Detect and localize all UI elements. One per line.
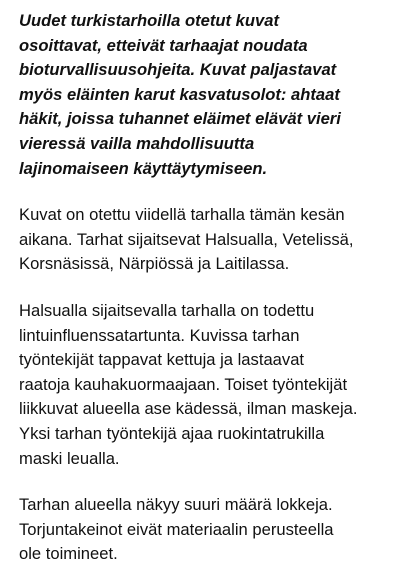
lead-line: vieressä vailla mahdollisuutta — [19, 133, 255, 153]
paragraph-line: Halsualla sijaitsevalla tarhalla on todettu — [19, 300, 315, 320]
lead-line: osoittavat, etteivät tarhaajat noudata — [19, 35, 308, 55]
article-paragraph — [19, 299, 401, 471]
paragraph-line: työntekijät tappavat kettuja ja lastaavat — [19, 350, 305, 370]
paragraph-line: liikkuvat alueella ase kädessä, ilman maskeja. — [19, 399, 358, 419]
paragraph-line: aikana. Tarhat sijaitsevat Halsualla, Vetelissä, — [19, 229, 354, 249]
paragraph-line: Torjuntakeinot eivät materiaalin perusteella — [19, 519, 334, 539]
article-paragraph — [19, 493, 401, 567]
paragraph-line: maski leualla. — [19, 448, 120, 468]
paragraph-line: Tarhan alueella näkyy suuri määrä lokkeja. — [19, 495, 333, 515]
paragraph-line: Kuvat on otettu viidellä tarhalla tämän kesän — [19, 205, 345, 225]
paragraph-line: lintuinfluenssatartunta. Kuvissa tarhan — [19, 325, 300, 345]
lead-line: Uudet turkistarhoilla otetut kuvat — [19, 11, 279, 30]
paragraph-line: raatoja kauhakuormaajaan. Toiset työntekijät — [19, 374, 348, 394]
article-paragraph — [19, 203, 401, 277]
paragraph-line: ole toimineet. — [19, 544, 118, 564]
paragraph-line: Yksi tarhan työntekijä ajaa ruokintatrukilla — [19, 423, 325, 443]
paragraph-line: Korsnäsissä, Närpiössä ja Laitilassa. — [19, 254, 290, 274]
article-body — [19, 0, 401, 567]
article-lead — [19, 9, 401, 181]
lead-line: myös eläinten karut kasvatusolot: ahtaat — [19, 84, 340, 104]
lead-line: häkit, joissa tuhannet eläimet elävät vieri — [19, 109, 341, 129]
lead-line: lajinomaiseen käyttäytymiseen. — [19, 158, 268, 178]
lead-line: bioturvallisuusohjeita. Kuvat paljastavat — [19, 60, 337, 80]
